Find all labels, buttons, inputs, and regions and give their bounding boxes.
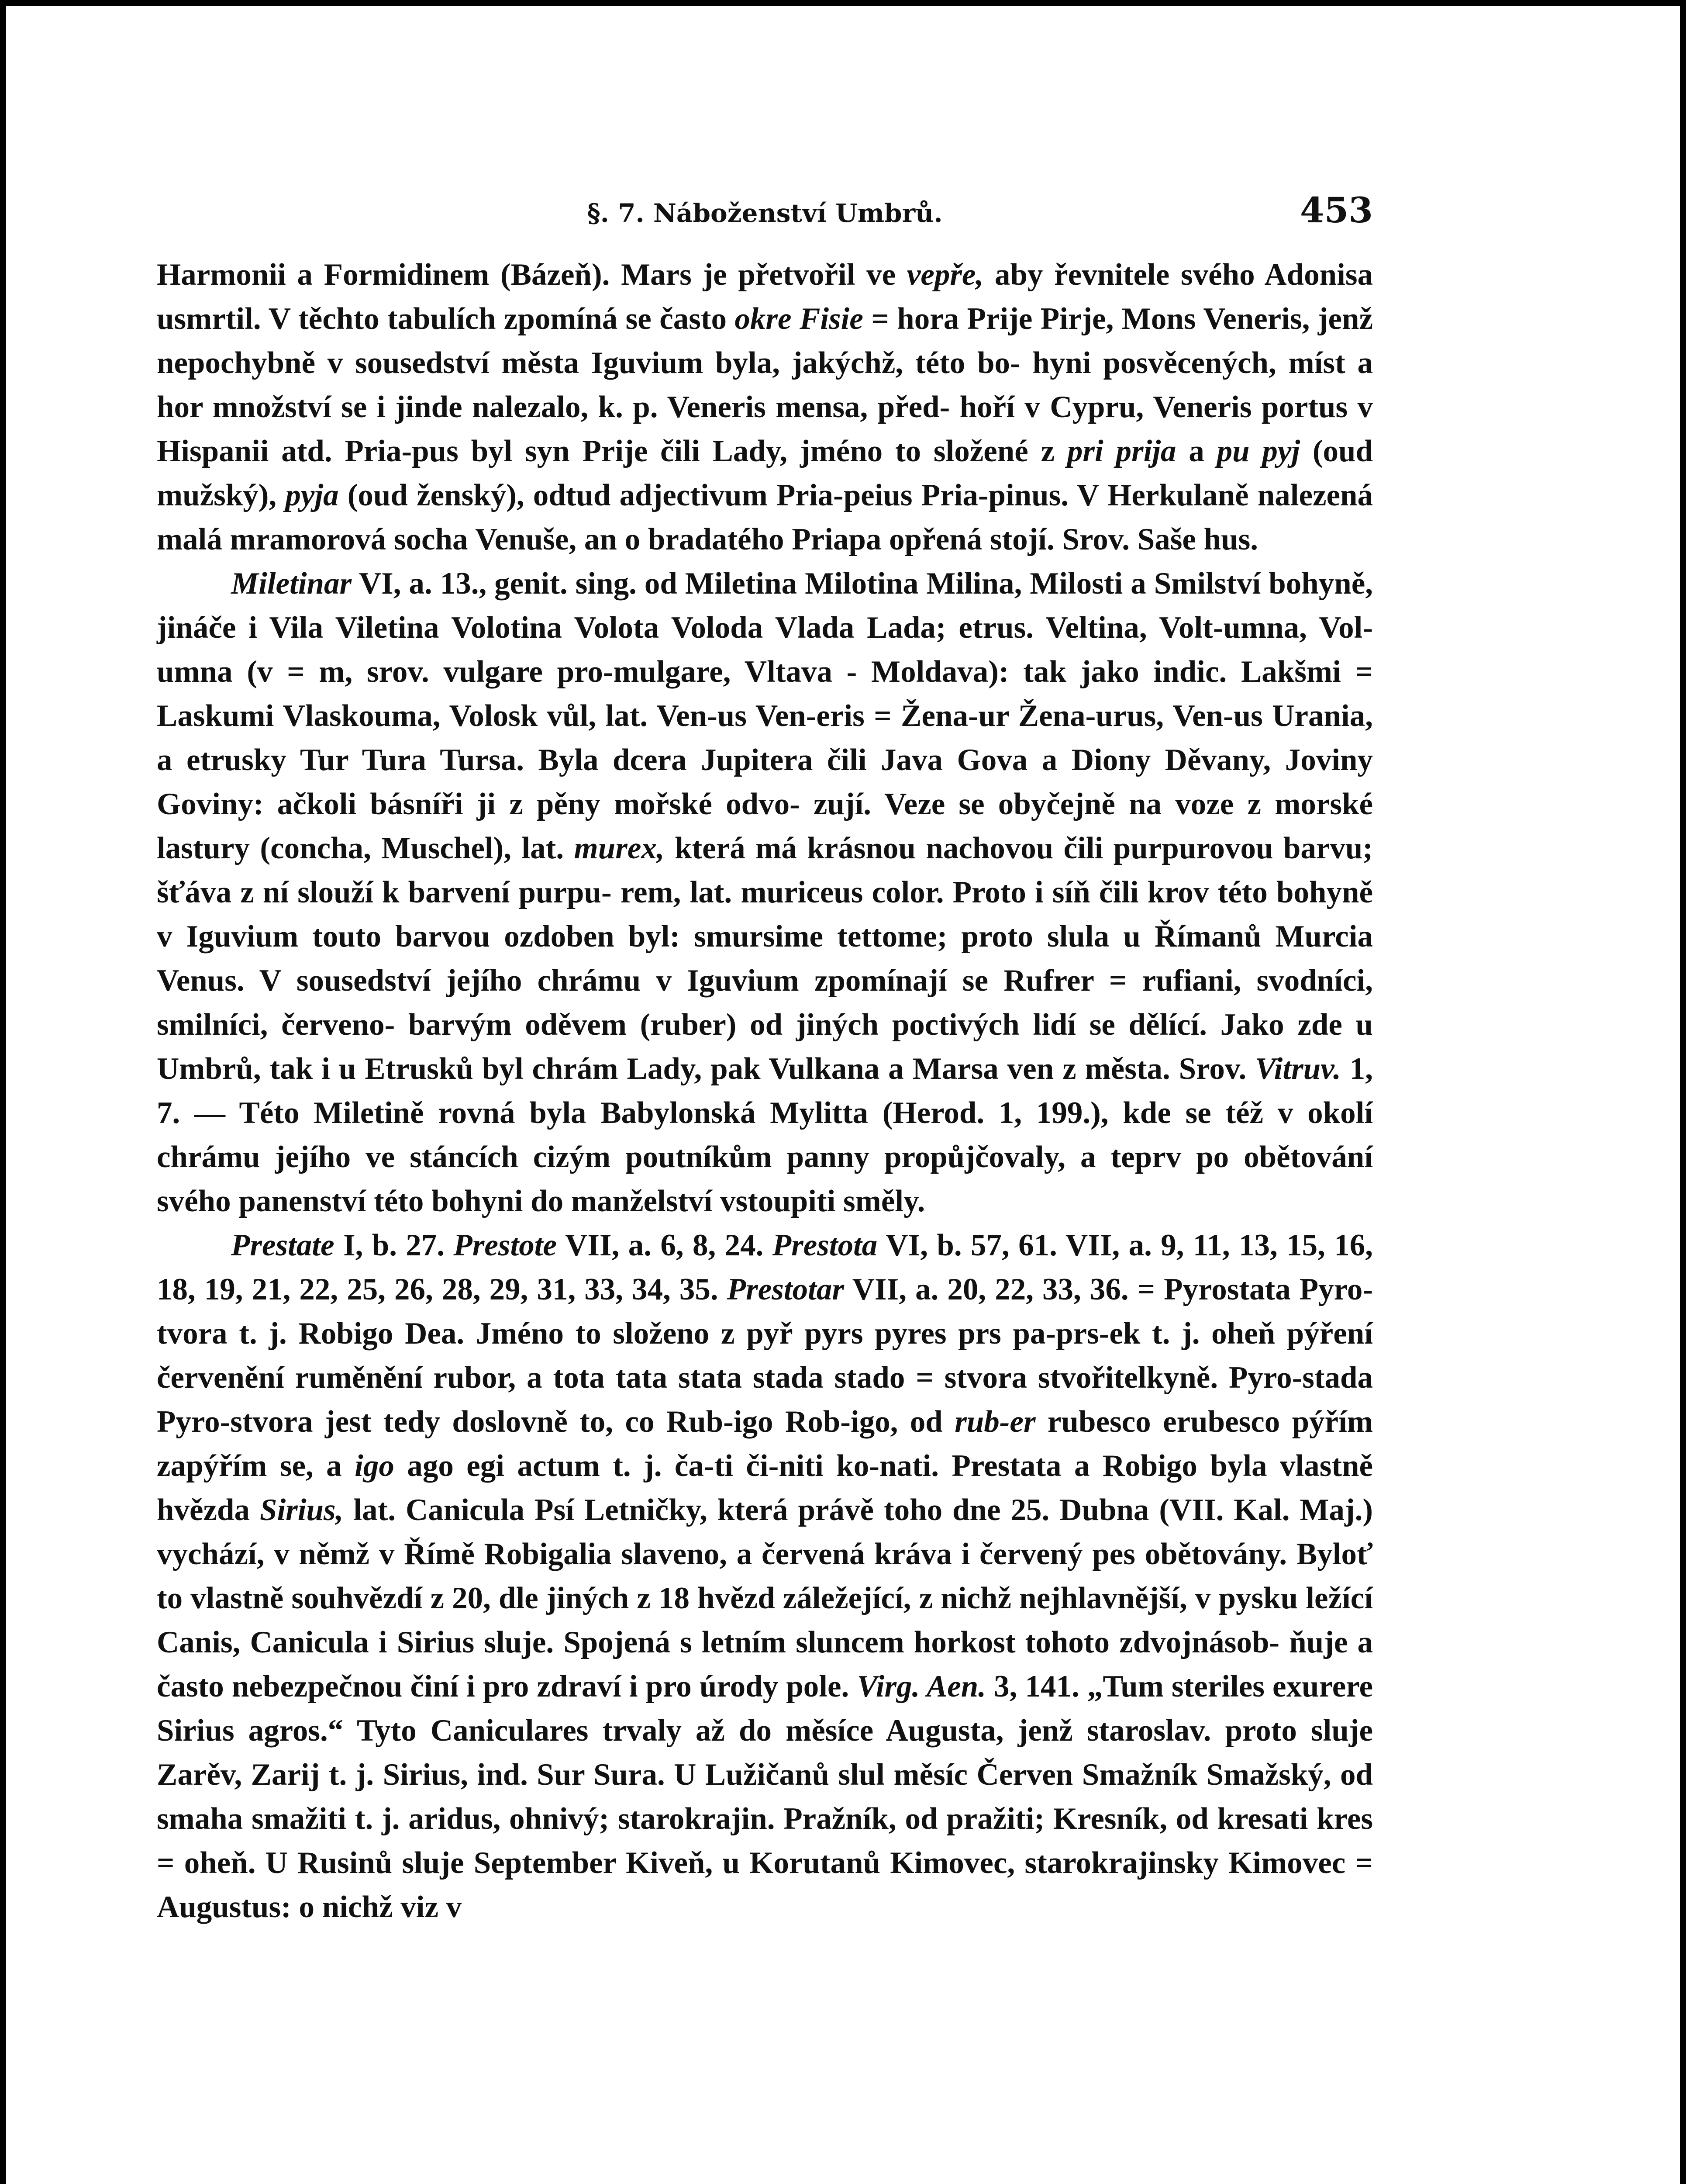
text-run: měsíc Červen Smažník Smažský, od smaha smažiti t. j. aridus, ohnivý; starokrajin. xyxy=(157,1758,1373,1836)
text-run: „Tum steriles exurere Sirius agros.“ Tyto Caniculares trvaly až do měsíce Augusta, xyxy=(157,1669,1373,1748)
italic-term: Prestote xyxy=(453,1228,557,1262)
text-run: I, b. 27. xyxy=(334,1228,454,1262)
italic-term: Vitruv. xyxy=(1255,1052,1341,1086)
italic-term: Miletinar xyxy=(231,567,352,601)
italic-term: igo xyxy=(355,1449,394,1483)
text-run: a xyxy=(1176,434,1217,468)
italic-term: rub-er xyxy=(955,1405,1036,1439)
text-run: Etrusků byl chrám Lady, pak Vulkana a Marsa ven z města. Srov. xyxy=(365,1052,1255,1086)
text-run: Adonisa usmrtil. V těchto tabulích zpomíná se často xyxy=(157,258,1373,336)
italic-term: vepře, xyxy=(907,258,984,292)
text-run: a. 20, 22, 33, 36. = Pyrostata Pyro-tvora t. j. Robigo Dea. Jméno to složeno z pyř xyxy=(157,1272,1373,1351)
text-run: svého panenství této bohyni do manželství vstoupiti směly. xyxy=(157,1184,925,1218)
text-run: která má krásnou nachovou čili purpurovou barvu; šťáva z ní slouží k barvení purpu- xyxy=(157,831,1373,909)
text-run: Rub-igo Rob-igo, od xyxy=(666,1405,955,1439)
text-run: 3, 141. xyxy=(986,1669,1079,1704)
text-run: Římě Robigalia slaveno, a červená kráva i červený pes obětovány. Byloť to vlastně xyxy=(157,1537,1373,1615)
text-run: chrámu jejího ve stáncích cizým poutníkům panny propůjčovaly, a teprv po obětování xyxy=(157,1140,1373,1174)
italic-term: pyja xyxy=(285,478,339,512)
paragraph xyxy=(157,562,1373,1223)
text-run: stada stado = stvora stvořitelkyně. Pyro-stada Pyro-stvora jest tedy doslovně to, co xyxy=(157,1361,1373,1439)
text-run: lat. Canicula xyxy=(343,1493,525,1527)
text-run: 1, 7. — xyxy=(157,1052,1373,1130)
text-run: bohyně, jináče i Vila Viletina Volotina Volota Voloda Vlada Lada; etrus. Veltina, xyxy=(157,567,1373,645)
italic-term: Virg. Aen. xyxy=(857,1669,986,1704)
text-run: Psí Letničky, která právě toho dne 25. Dubna (VII. Kal. Maj.) vychází, v němž v xyxy=(157,1493,1373,1571)
text-run: to složené z xyxy=(895,434,1067,468)
italic-term: pri prija xyxy=(1067,434,1176,468)
text-run: Java Gova a Diony Děvany, Joviny Goviny: ačkoli básníři ji z pěny mořské odvo- xyxy=(157,743,1373,821)
text-run: jenž staroslav. proto sluje Zarěv, Zarij t. j. Sirius, ind. Sur Sura. U Lužičanů slul xyxy=(157,1714,1373,1792)
text-run: = hora Prije Pirje, xyxy=(863,302,1114,336)
text-run: Žena-urus, Ven-us Urania, a etrusky Tur Tura Tursa. Byla dcera Jupitera čili xyxy=(157,699,1373,777)
text-run: 9, 11, 13, 15, 16, 18, 19, 21, 22, 25, 26, 28, 29, 31, 33, 34, 35. xyxy=(157,1228,1373,1306)
paragraph xyxy=(157,1223,1373,1929)
text-run: ňuje a často nebezpečnou činí i pro zdraví i pro úrody pole. xyxy=(157,1625,1373,1704)
italic-term: pu pyj xyxy=(1217,434,1300,468)
italic-term: Prestate xyxy=(231,1228,334,1262)
text-run: Canis, Canicula i Sirius sluje. Spojená s letním sluncem horkost tohoto zdvojnásob- xyxy=(157,1625,1280,1659)
text-run: Kiveň, u Korutanů Kimovec, starokrajinsky Kimovec = Augustus: o nichž viz v xyxy=(157,1846,1373,1924)
page-header xyxy=(157,190,1373,238)
page-number: 453 xyxy=(1300,190,1373,231)
text-run: Volt-umna, Vol-umna (v = m, srov. vulgare pro-mulgare, Vltava - Moldava): tak jako xyxy=(157,611,1373,689)
text-run: ozdoben byl: smursime tettome; proto slula u Římanů Murcia Venus. V sousedství xyxy=(157,919,1373,998)
text-run: rubesco erubesco pýřím zapýřím se, a xyxy=(157,1405,1373,1483)
text-run: (oud ženský), odtud adjectivum xyxy=(338,478,768,512)
text-run: souhvězdí z 20, dle jiných z 18 hvězd záležející, z nichž nejhlavnější, v pysku ležící xyxy=(291,1581,1373,1615)
text-run: hyni posvěcených, míst a hor množství se i jinde nalezalo, k. p. Veneris mensa, před- xyxy=(157,346,1373,424)
text-run: ago egi actum xyxy=(394,1449,600,1483)
text-run: Pria-peius Pria-pinus. V Herkulaně nalezená malá mramorová socha Venuše, an o xyxy=(157,478,1373,556)
body-text xyxy=(157,253,1373,1929)
text-run: t. j. ča-ti či-niti ko-nati. Prestata a Robigo byla vlastně hvězda xyxy=(157,1449,1373,1527)
text-run: bradatého Priapa opřená stojí. Srov. Saše hus. xyxy=(648,522,1258,556)
italic-term: murex, xyxy=(574,831,665,865)
text-run: indic. Lakšmi = Laskumi Vlaskouma, Volosk vůl, lat. Ven-us Ven-eris = Žena-ur xyxy=(157,655,1373,733)
text-run: Této Miletině rovná byla Babylonská Mylitta (Herod. 1, 199.), kde se též v okolí xyxy=(239,1096,1373,1130)
text-run: (oud mužský), xyxy=(157,434,1373,512)
text-run: Pražník, od pražiti; Kresník, od kresati kres = oheň. U Rusinů sluje September xyxy=(157,1802,1373,1880)
text-run: barvým oděvem (ruber) od jiných poctivých lidí se dělící. Jako zde u Umbrů, tak i u xyxy=(157,1008,1373,1086)
text-run: Harmonii a Formidinem (Bázeň). Mars je přetvořil ve xyxy=(157,258,907,292)
italic-term: okre Fisie xyxy=(734,302,863,336)
text-run: zují. Veze se obyčejně na voze z morské lastury (concha, Muschel), lat. xyxy=(157,787,1373,865)
text-run: hoří v Cypru, Veneris portus v Hispanii atd. Pria-pus byl syn Prije čili Lady, jméno xyxy=(157,390,1373,468)
text-run: aby řevnitele svého xyxy=(983,258,1255,292)
text-run: VII, xyxy=(844,1272,907,1306)
text-run: Mons Veneris, jenž nepochybně v sousedství města Iguvium byla, jakýchž, této bo- xyxy=(157,302,1373,380)
text-run: rem, lat. muriceus color. Proto i síň čili krov této bohyně v Iguvium touto barvou xyxy=(157,875,1373,954)
paragraph xyxy=(157,253,1373,562)
italic-term: Prestotar xyxy=(727,1272,844,1306)
italic-term: Sirius, xyxy=(259,1493,344,1527)
text-run: VI, a. 13., genit. sing. od Miletina Milotina Milina, Milosti a Smilství xyxy=(352,567,1261,601)
text-run: VI, b. 57, 61. VII, a. xyxy=(877,1228,1152,1262)
text-run: jejího chrámu v Iguvium zpomínají se Rufrer = rufiani, svodníci, smilníci, červeno- xyxy=(157,964,1373,1042)
text-run: pyrs pyres prs pa-prs-ek t. j. oheň pýření červenění ruměnění rubor, a tota tata stata xyxy=(157,1317,1373,1395)
italic-term: Prestota xyxy=(772,1228,878,1262)
text-run: VII, a. 6, 8, 24. xyxy=(557,1228,772,1262)
running-head: §. 7. Náboženství Umbrů. xyxy=(587,198,943,228)
